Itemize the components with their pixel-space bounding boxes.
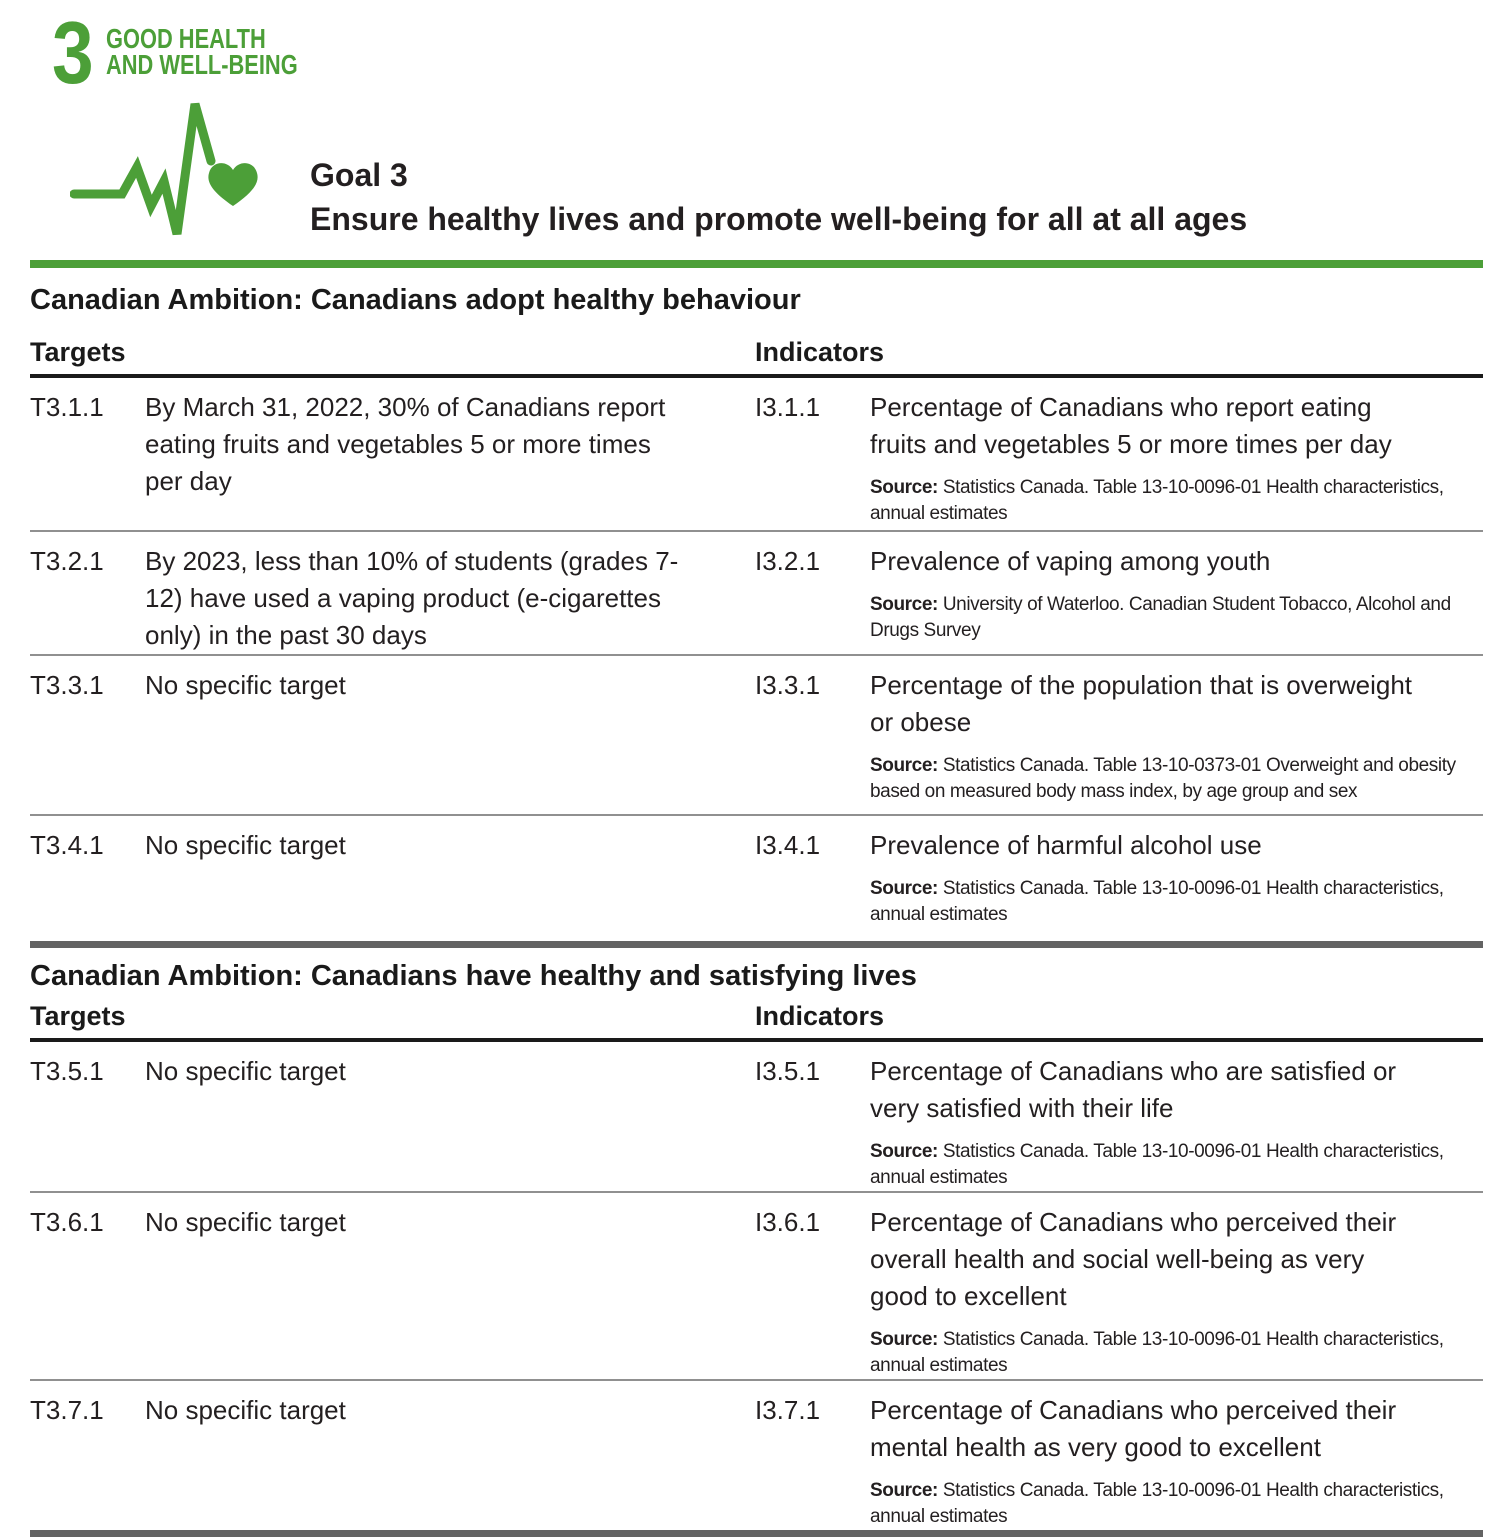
target-text: By March 31, 2022, 30% of Canadians report eating fruits and vegetables 5 or more times per day — [145, 392, 666, 496]
targets-indicators-table-2 — [30, 1001, 1483, 1530]
indicator-id: I3.3.1 — [755, 670, 821, 700]
source-label: Source: — [870, 594, 938, 615]
section-divider-rule — [30, 941, 1483, 948]
table-row-t341 — [30, 814, 1483, 941]
table-row-t371 — [30, 1379, 1483, 1530]
targets-column-header: Targets — [30, 337, 126, 367]
indicator-text: Percentage of Canadians who are satisfied or very satisfied with their life — [870, 1056, 1397, 1123]
target-text: No specific target — [145, 1207, 346, 1237]
page-content — [0, 284, 1502, 1537]
indicators-column-header: Indicators — [755, 1001, 885, 1031]
targets-column-header: Targets — [30, 1001, 126, 1031]
source-label: Source: — [870, 1141, 938, 1162]
source-label: Source: — [870, 878, 938, 899]
page-header — [0, 0, 1502, 268]
target-id: T3.3.1 — [30, 670, 104, 700]
indicator-text: Prevalence of vaping among youth — [870, 546, 1271, 576]
indicator-cell — [870, 1204, 1483, 1379]
goal-title-line2: Ensure healthy lives and promote well-being for all at all ages — [310, 201, 1248, 237]
table-row-t311 — [30, 378, 1483, 530]
target-id: T3.1.1 — [30, 392, 104, 422]
indicator-cell — [870, 543, 1483, 654]
target-text: No specific target — [145, 1395, 346, 1425]
indicator-source — [870, 1139, 1470, 1191]
source-text: Statistics Canada. Table 13-10-0096-01 Health characteristics, annual estimates — [870, 1329, 1444, 1376]
source-label: Source: — [870, 1480, 938, 1501]
indicator-text: Percentage of Canadians who report eating fruits and vegetables 5 or more times per day — [870, 392, 1392, 459]
source-label: Source: — [870, 477, 938, 498]
target-text: No specific target — [145, 1056, 346, 1086]
indicator-source — [870, 876, 1470, 928]
indicator-text: Prevalence of harmful alcohol use — [870, 830, 1262, 860]
section-heading-2: Canadian Ambition: Canadians have healthy and satisfying lives — [30, 960, 917, 992]
table-header-row — [30, 337, 1483, 378]
indicator-cell — [870, 389, 1483, 530]
indicator-id: I3.7.1 — [755, 1395, 821, 1425]
table-row-t361 — [30, 1191, 1483, 1379]
indicators-column-header: Indicators — [755, 337, 885, 367]
table-row-t331 — [30, 654, 1483, 814]
target-id: T3.4.1 — [30, 830, 104, 860]
sdg-goal-name-line2: AND WELL-BEING — [106, 49, 298, 80]
indicator-text: Percentage of Canadians who perceived their mental health as very good to excellent — [870, 1395, 1397, 1462]
indicator-text: Percentage of Canadians who perceived their overall health and social well-being as very good to excellent — [870, 1207, 1397, 1311]
section-heading-1: Canadian Ambition: Canadians adopt healthy behaviour — [30, 284, 801, 316]
target-id: T3.7.1 — [30, 1395, 104, 1425]
indicator-source — [870, 1478, 1470, 1530]
targets-indicators-table-1 — [30, 337, 1483, 941]
indicator-id: I3.1.1 — [755, 392, 821, 422]
table-row-t321 — [30, 530, 1483, 654]
indicator-cell — [870, 1053, 1483, 1191]
source-text: University of Waterloo. Canadian Student Tobacco, Alcohol and Drugs Survey — [870, 594, 1451, 641]
sdg-goal-name — [106, 23, 298, 80]
goal-title-line1: Goal 3 — [310, 157, 408, 193]
source-text: Statistics Canada. Table 13-10-0096-01 Health characteristics, annual estimates — [870, 1480, 1444, 1527]
indicator-cell — [870, 827, 1483, 941]
table-header-row — [30, 1001, 1483, 1042]
target-id: T3.2.1 — [30, 546, 104, 576]
source-text: Statistics Canada. Table 13-10-0096-01 Health characteristics, annual estimates — [870, 878, 1444, 925]
indicator-source — [870, 1327, 1470, 1379]
source-label: Source: — [870, 1329, 938, 1350]
indicator-source — [870, 753, 1470, 805]
table-row-t351 — [30, 1042, 1483, 1191]
indicator-cell — [870, 1392, 1483, 1530]
goal-title — [310, 153, 1247, 241]
sdg-goal-name-line1: GOOD HEALTH — [106, 23, 266, 54]
indicator-id: I3.2.1 — [755, 546, 821, 576]
indicator-source — [870, 592, 1470, 644]
heartbeat-heart-icon — [70, 94, 270, 244]
indicator-id: I3.6.1 — [755, 1207, 821, 1237]
sdg-goal-number: 3 — [52, 3, 94, 102]
target-text: No specific target — [145, 830, 346, 860]
indicator-id: I3.4.1 — [755, 830, 821, 860]
title-divider-rule — [30, 260, 1483, 268]
target-id: T3.6.1 — [30, 1207, 104, 1237]
source-text: Statistics Canada. Table 13-10-0096-01 Health characteristics, annual estimates — [870, 477, 1444, 524]
source-text: Statistics Canada. Table 13-10-0373-01 Overweight and obesity based on measured body mass index, by age group and sex — [870, 755, 1456, 802]
target-text: No specific target — [145, 670, 346, 700]
indicator-id: I3.5.1 — [755, 1056, 821, 1086]
target-id: T3.5.1 — [30, 1056, 104, 1086]
indicator-cell — [870, 667, 1483, 814]
indicator-text: Percentage of the population that is overweight or obese — [870, 670, 1413, 737]
source-label: Source: — [870, 755, 938, 776]
target-text: By 2023, less than 10% of students (grades 7-12) have used a vaping product (e-cigarettes only) in the past 30 days — [145, 546, 679, 650]
source-text: Statistics Canada. Table 13-10-0096-01 Health characteristics, annual estimates — [870, 1141, 1444, 1188]
indicator-source — [870, 475, 1470, 527]
